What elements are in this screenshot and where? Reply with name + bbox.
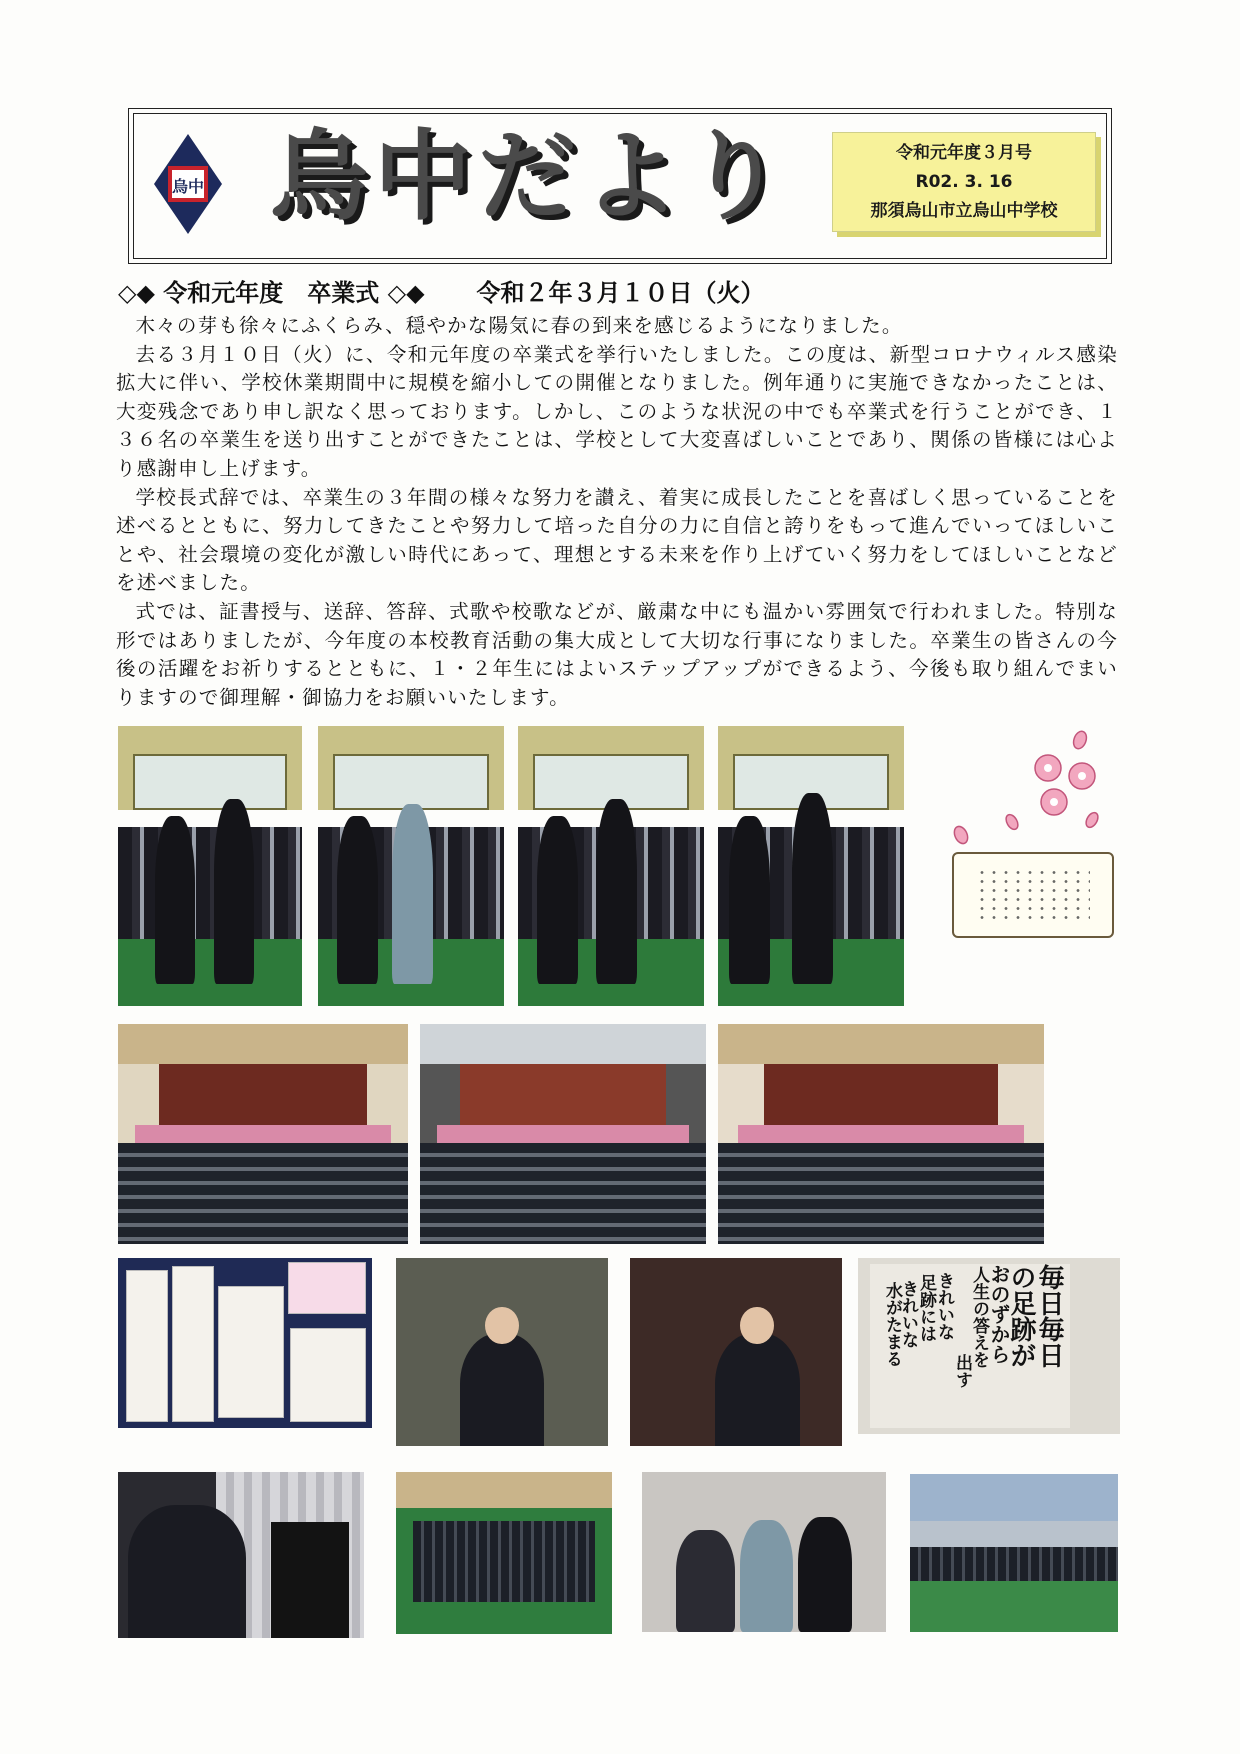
photo-processional-2 <box>318 726 504 1006</box>
photo-hall-wide <box>118 1024 408 1244</box>
calligraphy-column: おのずから <box>987 1264 1011 1364</box>
paragraph: 木々の芽も徐々にふくらみ、穏やかな陽気に春の到来を感じるようになりました。 <box>135 314 903 337</box>
calligraphy-column: 毎日毎日 <box>1034 1264 1064 1368</box>
paragraph: 去る３月１０日（火）に、令和元年度の卒業式を挙行いたしました。この度は、新型コロナウィルス感染拡大に伴い、学校休業期間中に規模を縮小しての開催となりました。例年通りに実施できなかったことは、大変残念であり申し訳なく思っております。しかし、このような状況の中でも卒業式を行うことができ、１３６名の卒業生を送り出すことができたことは、学校として大変喜ばしいことであり、関係の皆様には心より感謝申し上げます。 <box>116 342 1118 480</box>
issue-number: 令和元年度３月号 <box>896 143 1032 163</box>
calligraphy-column: 出す <box>952 1354 972 1388</box>
calligraphy-column: きれいな <box>934 1272 954 1340</box>
photo-processional-4 <box>718 726 904 1006</box>
article-headline <box>118 276 765 310</box>
calligraphy-column: の足跡が <box>1006 1264 1036 1368</box>
issue-info-box <box>832 132 1096 232</box>
photo-stage-principal <box>420 1024 706 1244</box>
newsletter-title: 烏中だより <box>270 119 791 234</box>
photo-calligraphy-banner <box>858 1258 1120 1434</box>
calligraphy-column: 足跡には <box>916 1274 936 1342</box>
certificate-scroll-icon <box>952 852 1114 938</box>
photo-processional-3 <box>518 726 704 1006</box>
headline-title: ◇◆ 令和元年度 卒業式 ◇◆ <box>118 278 425 307</box>
photo-reply-speech <box>630 1258 842 1446</box>
article-body <box>116 312 1118 712</box>
petal-icon <box>950 824 972 846</box>
photo-farewell-speech <box>396 1258 608 1446</box>
school-name: 那須烏山市立烏山中学校 <box>870 201 1058 221</box>
calligraphy-column: きれいな <box>898 1280 918 1348</box>
photo-gym-overhead <box>396 1472 612 1634</box>
calligraphy-column: 人生の答えを <box>969 1266 989 1368</box>
photo-parents-applause <box>642 1472 886 1632</box>
headline-date: 令和２年３月１０日（火） <box>476 278 765 307</box>
photo-message-board <box>118 1258 372 1428</box>
photo-piano-accompaniment <box>118 1472 364 1638</box>
school-emblem-icon <box>152 132 224 236</box>
paragraph: 式では、証書授与、送辞、答辞、式歌や校歌などが、厳粛な中にも温かい雰囲気で行われました。特別な形ではありましたが、今年度の本校教育活動の集大成として大切な行事になりました。卒業生の皆さんの今後の活躍をお祈りするとともに、１・２年生にはよいステップアップができるよう、今後も取り組んでまいりますので御理解・御協力をお願いいたします。 <box>116 599 1118 709</box>
paragraph: 学校長式辞では、卒業生の３年間の様々な努力を讃え、着実に成長したことを喜ばしく思っていることを述べるとともに、努力してきたことや努力して培った自分の力に自信と誇りをもって進んでいってほしいことや、社会環境の変化が激しい時代にあって、理想とする未来を作り上げていく努力をしてほしいことなどを述べました。 <box>116 485 1118 595</box>
photo-gym-panorama <box>910 1474 1118 1632</box>
photo-hall-stage <box>718 1024 1044 1244</box>
photo-processional-1 <box>118 726 302 1006</box>
emblem-glyph: 烏中 <box>171 177 205 196</box>
issue-date: R02. 3. 16 <box>915 172 1013 192</box>
calligraphy-column: 水がたまる <box>882 1282 902 1367</box>
